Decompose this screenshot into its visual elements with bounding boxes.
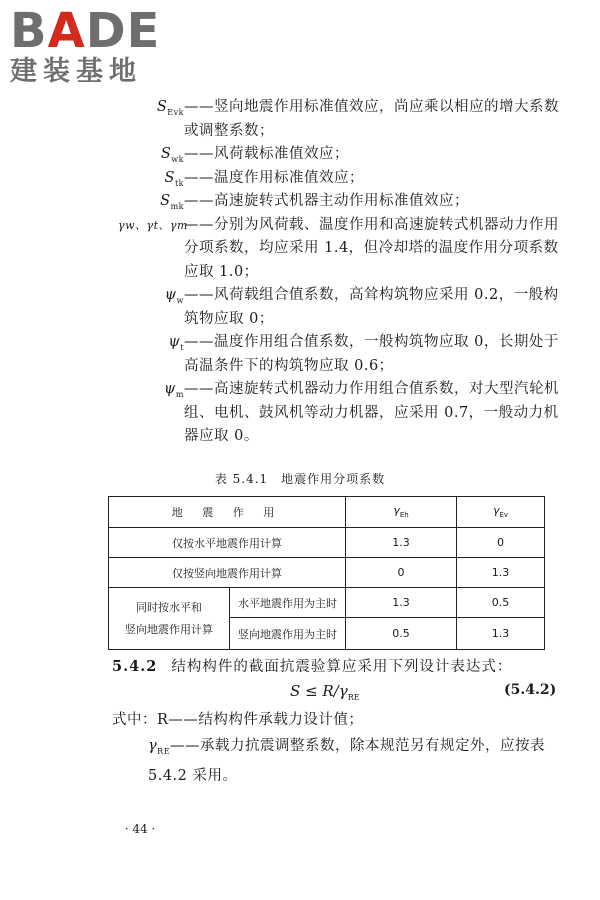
seismic-coefficient-table	[108, 496, 545, 650]
design-formula: $S \le R/\gamma_{RE}$	[290, 682, 360, 702]
table-row	[109, 528, 545, 558]
combined-label: 同时按水平和 竖向地震作用计算	[109, 588, 230, 650]
definition-item: $\psi_w$ ——风荷载组合值系数，高耸构筑物应采用 0.2，一般构筑物应取 0；	[164, 287, 559, 327]
bade-logo	[10, 3, 161, 88]
row-label: 水平地震作用为主时	[230, 588, 346, 618]
equation-number: (5.4.2)	[504, 682, 557, 698]
clause-5-4-2: 5.4.2 结构构件的截面抗震验算应采用下列设计表达式：	[112, 658, 513, 675]
header-action: 地 震 作 用	[109, 497, 346, 528]
definition-item: $S_{Evk}$ ——竖向地震作用标准值效应，尚应乘以相应的增大系数或调整系数；	[156, 99, 559, 139]
definition-item: $\psi_m$ ——高速旋转式机器动力作用组合值系数，对大型汽轮机组、电机、鼓风机等动力机器，应采用 0.7，一般动力机器应取 0。	[164, 381, 559, 444]
cell-ev: 1.3	[457, 618, 545, 650]
logo-wordmark: BADE	[10, 3, 161, 59]
symbol-definitions	[118, 96, 563, 449]
row-label: 仅按水平地震作用计算	[109, 528, 346, 558]
table-row	[109, 558, 545, 588]
where-clause: 式中：R——结构构件承载力设计值；	[112, 712, 364, 728]
cell-eh: 0.5	[346, 618, 457, 650]
header-gamma-eh: $\gamma_{Eh}$	[346, 497, 457, 528]
page-number: · 44 ·	[124, 822, 156, 836]
cell-ev: 0.5	[457, 588, 545, 618]
row-label: 竖向地震作用为主时	[230, 618, 346, 650]
definition-item: $S_{wk}$ ——风荷载标准值效应；	[160, 146, 349, 164]
definition-item: $\psi_t$ ——温度作用组合值系数，一般构筑物应取 0，长期处于高温条件下的构筑物应取 0.6；	[168, 334, 559, 374]
definition-item: $S_{mk}$ ——高速旋转式机器主动作用标准值效应；	[160, 193, 469, 211]
logo-subtitle: 建装基地	[10, 56, 142, 87]
cell-ev: 1.3	[457, 558, 545, 588]
cell-eh: 0	[346, 558, 457, 588]
definition-item: $S_{tk}$ ——温度作用标准值效应；	[164, 169, 364, 188]
cell-ev: 0	[457, 528, 545, 558]
cell-eh: 1.3	[346, 528, 457, 558]
table-header-row	[109, 497, 545, 528]
table-caption: 表 5.4.1 地震作用分项系数	[214, 472, 386, 486]
header-gamma-ev: $\gamma_{Ev}$	[457, 497, 545, 528]
definition-item: γw、γt、γm ——分别为风荷载、温度作用和高速旋转式机器动力作用分项系数，均应采用 1.4，但冷却塔的温度作用分项系数应取 1.0；	[118, 216, 559, 280]
cell-eh: 1.3	[346, 588, 457, 618]
where-clause-gamma: $\gamma_{RE}——$承载力抗震调整系数，除本规范另有规定外，应按表 5.4.2 采用。	[148, 738, 546, 784]
row-label: 仅按竖向地震作用计算	[109, 558, 346, 588]
table-row	[109, 588, 545, 618]
